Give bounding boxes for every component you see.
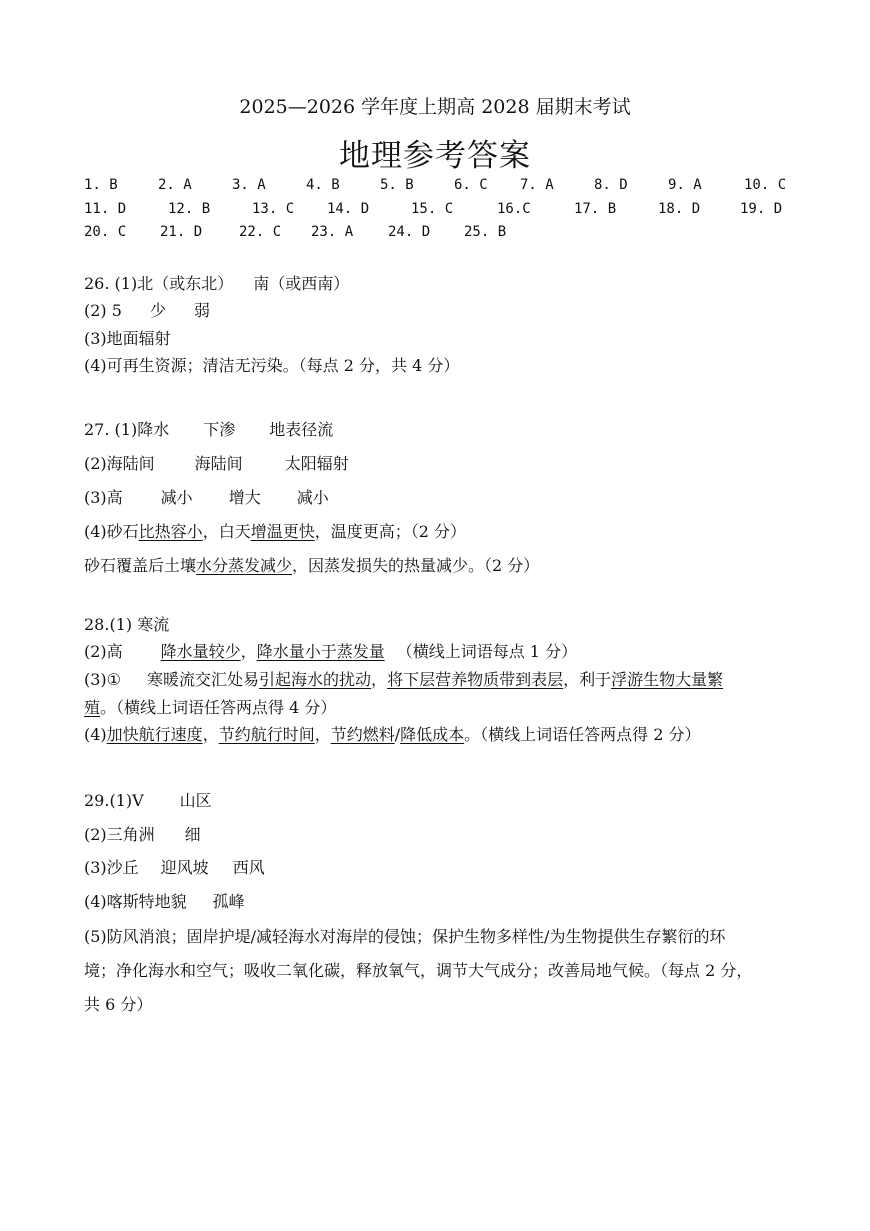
answer-text: 减小 (296, 488, 329, 507)
choice-answer: 1. B (84, 177, 118, 193)
underlined-keyword: 降水量较少 (160, 642, 241, 661)
q29-part1 (84, 791, 212, 811)
q27-part1 (84, 420, 333, 440)
choice-answer: 18. D (658, 201, 701, 217)
choice-answer: 15. C (411, 201, 454, 217)
answer-text: ， (314, 725, 331, 744)
answer-text: (3)① (84, 670, 122, 689)
answer-text: 砂石覆盖后土壤 (84, 556, 197, 575)
answer-text: 少 (149, 301, 166, 320)
answer-text: 太阳辐射 (284, 454, 349, 473)
answer-text: 南（或西南） (253, 274, 350, 293)
underlined-keyword: 引起海水的扰动 (259, 670, 372, 689)
answer-text: (4)砂石 (84, 522, 139, 541)
choice-answer: 5. B (380, 177, 414, 193)
underlined-keyword: 降低成本 (400, 725, 465, 744)
q27-part2 (84, 454, 349, 474)
choice-answer: 7. A (520, 177, 554, 193)
choice-answer: 17. B (574, 201, 617, 217)
choice-answer: 2. A (158, 177, 192, 193)
underlined-keyword: 加快航行速度 (106, 725, 203, 744)
q26-part2 (84, 301, 210, 321)
answer-text: ，白天 (202, 522, 251, 541)
q28-part3-cont (84, 698, 336, 718)
answer-text: 西风 (232, 858, 265, 877)
q28-part3 (84, 670, 723, 690)
answer-text: 寒暖流交汇处易 (147, 670, 260, 689)
answer-text: (3)高 (84, 488, 123, 507)
q29-part5-end: 共 6 分） (84, 995, 153, 1014)
answer-text: (2)海陆间 (84, 454, 155, 473)
underlined-keyword: 浮游生物大量繁 (611, 670, 724, 689)
answer-text: 29.(1)V (84, 791, 144, 810)
answer-text: (2) 5 (84, 301, 122, 320)
choice-answer: 3. A (232, 177, 266, 193)
answer-text: ， (371, 670, 388, 689)
q29-part3 (84, 858, 265, 878)
underlined-keyword: 比热容小 (138, 522, 203, 541)
answer-text: 26. (1)北（或东北） (84, 274, 234, 293)
choice-answer: 22. C (239, 224, 282, 240)
choice-answer: 10. C (744, 177, 787, 193)
choice-answer: 25. B (464, 224, 507, 240)
answer-text: 地表径流 (269, 420, 334, 439)
answer-text: ，利于 (563, 670, 612, 689)
choice-answer: 13. C (252, 201, 295, 217)
answer-text: (4)喀斯特地貌 (84, 892, 187, 911)
choice-answer: 23. A (311, 224, 354, 240)
choice-answer: 4. B (306, 177, 340, 193)
q28-part2 (84, 642, 577, 662)
q27-part4-cont (84, 556, 539, 576)
q28-part4 (84, 725, 701, 745)
underlined-keyword: 增温更快 (250, 522, 315, 541)
answer-text: 孤峰 (212, 892, 245, 911)
choice-answer: 19. D (740, 201, 783, 217)
answer-text: （横线上词语每点 1 分） (396, 642, 578, 661)
choice-answer: 8. D (594, 177, 628, 193)
answer-text: 下渗 (203, 420, 236, 439)
document-title: 地理参考答案 (339, 138, 531, 174)
answer-text: 迎风坡 (160, 858, 209, 877)
answer-text: (2)三角洲 (84, 825, 155, 844)
answer-text: ， (202, 725, 219, 744)
answer-text: 27. (1)降水 (84, 420, 170, 439)
answer-text: ，因蒸发损失的热量减少。（2 分） (292, 556, 540, 575)
underlined-keyword: 水分蒸发减少 (196, 556, 293, 575)
q26-part4: (4)可再生资源；清洁无污染。（每点 2 分，共 4 分） (84, 356, 460, 375)
q28-part1: 28.(1) 寒流 (84, 615, 170, 634)
choice-answer: 6. C (454, 177, 488, 193)
q27-part4 (84, 522, 466, 542)
q29-part5-cont: 境；净化海水和空气；吸收二氧化碳，释放氧气，调节大气成分；改善局地气候。（每点 2 分， (84, 961, 753, 980)
q26-part1 (84, 274, 349, 294)
underlined-keyword: 节约航行时间 (218, 725, 315, 744)
choice-answer: 11. D (84, 201, 127, 217)
answer-text: 细 (184, 825, 201, 844)
choice-answer: 21. D (160, 224, 203, 240)
choice-answer: 9. A (668, 177, 702, 193)
answer-text: (3)沙丘 (84, 858, 139, 877)
underlined-keyword: 殖 (84, 698, 101, 717)
answer-text: 。（横线上词语任答两点得 2 分） (464, 725, 701, 744)
answer-text: ， (240, 642, 257, 661)
answer-text: 增大 (228, 488, 261, 507)
answer-text: 山区 (179, 791, 212, 810)
q29-part2 (84, 825, 201, 845)
answer-text: 海陆间 (194, 454, 243, 473)
exam-title: 2025—2026 学年度上期高 2028 届期末考试 (239, 96, 631, 118)
choice-answer: 14. D (327, 201, 370, 217)
choice-answer: 20. C (84, 224, 127, 240)
choice-answer: 16.C (497, 201, 531, 217)
underlined-keyword: 将下层营养物质带到表层 (387, 670, 564, 689)
underlined-keyword: 节约燃料 (330, 725, 395, 744)
underlined-keyword: 降水量小于蒸发量 (256, 642, 385, 661)
q26-part3: (3)地面辐射 (84, 329, 171, 348)
answer-text: (4) (84, 725, 107, 744)
answer-text: 弱 (193, 301, 210, 320)
answer-text: (2)高 (84, 642, 123, 661)
answer-text: / (394, 725, 401, 744)
q29-part5: (5)防风消浪；固岸护堤/减轻海水对海岸的侵蚀；保护生物多样性/为生物提供生存繁衍的环 (84, 927, 726, 946)
answer-text: 减小 (160, 488, 193, 507)
q29-part4 (84, 892, 245, 912)
q27-part3 (84, 488, 329, 508)
choice-answer: 12. B (168, 201, 211, 217)
answer-text: 。（横线上词语任答两点得 4 分） (100, 698, 337, 717)
choice-answer: 24. D (388, 224, 431, 240)
answer-text: ，温度更高；（2 分） (314, 522, 466, 541)
